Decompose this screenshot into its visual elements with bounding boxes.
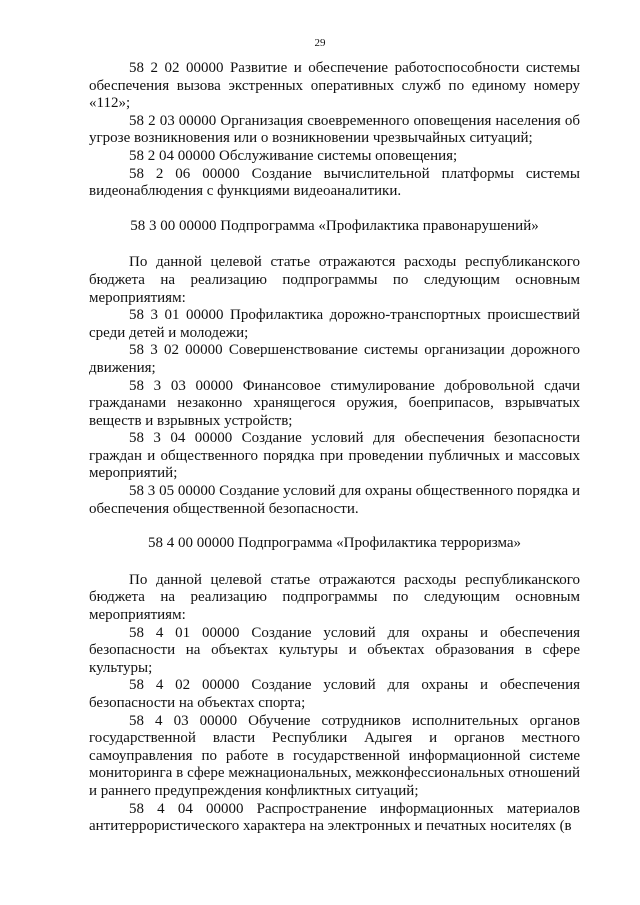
- spacer: [89, 518, 580, 535]
- paragraph-58-4-03: 58 4 03 00000 Обучение сотрудников исполнительных органов государственной власти Республики Адыгея и органов местного самоуправления по работе в государственной информационной системе мониторинга в сфере межнациональных, межконфессиональных отношений и раннего предупреждения конфликтных ситуаций;: [89, 712, 580, 799]
- paragraph-58-4-01: 58 4 01 00000 Создание условий для охраны и обеспечения безопасности на объектах культуры и объектах образования в сфере культуры;: [89, 624, 580, 676]
- document-body: [89, 60, 580, 836]
- paragraph-58-4-04: 58 4 04 00000 Распространение информационных материалов антитеррористического характера на электронных и печатных носителях (в: [89, 800, 580, 835]
- page-number: 29: [314, 37, 326, 49]
- spacer: [89, 553, 580, 572]
- paragraph-58-2-06: 58 2 06 00000 Создание вычислительной платформы системы видеонаблюдения с функциями видеоаналитики.: [89, 165, 580, 200]
- paragraph-intro-58-4: По данной целевой статье отражаются расходы республиканского бюджета на реализацию подпрограммы по следующим основным мероприятиям:: [89, 571, 580, 624]
- section-heading-58-4: 58 4 00 00000 Подпрограмма «Профилактика терроризма»: [147, 535, 522, 552]
- spacer: [89, 235, 580, 254]
- paragraph-58-2-04: 58 2 04 00000 Обслуживание системы оповещения;: [129, 147, 458, 164]
- paragraph-58-3-01: 58 3 01 00000 Профилактика дорожно-транспортных происшествий среди детей и молодежи;: [89, 307, 580, 341]
- section-heading-58-3: 58 3 00 00000 Подпрограмма «Профилактика правонарушений»: [130, 217, 539, 234]
- paragraph-58-3-04: 58 3 04 00000 Создание условий для обеспечения безопасности граждан и общественного порядка при проведении публичных и массовых мероприятий;: [89, 430, 580, 482]
- spacer: [89, 201, 580, 218]
- paragraph-58-3-02: 58 3 02 00000 Совершенствование системы организации дорожного движения;: [89, 342, 580, 376]
- paragraph-58-4-02: 58 4 02 00000 Создание условий для охраны и обеспечения безопасности на объектах спорта;: [89, 677, 580, 711]
- paragraph-58-3-05: 58 3 05 00000 Создание условий для охраны общественного порядка и обеспечения общественной безопасности.: [89, 483, 580, 517]
- paragraph-58-3-03: 58 3 03 00000 Финансовое стимулирование добровольной сдачи гражданами незаконно хранящегося оружия, боеприпасов, взрывчатых веществ и взрывных устройств;: [89, 377, 580, 429]
- paragraph-58-2-02: 58 2 02 00000 Развитие и обеспечение работоспособности системы обеспечения вызова экстренных оперативных служб по единому номеру «112»;: [89, 60, 580, 112]
- paragraph-58-2-03: 58 2 03 00000 Организация своевременного оповещения населения об угрозе возникновения или о возникновении чрезвычайных ситуаций;: [89, 112, 580, 147]
- paragraph-intro-58-3: По данной целевой статье отражаются расходы республиканского бюджета на реализацию подпрограммы по следующим основным мероприятиям:: [89, 254, 580, 306]
